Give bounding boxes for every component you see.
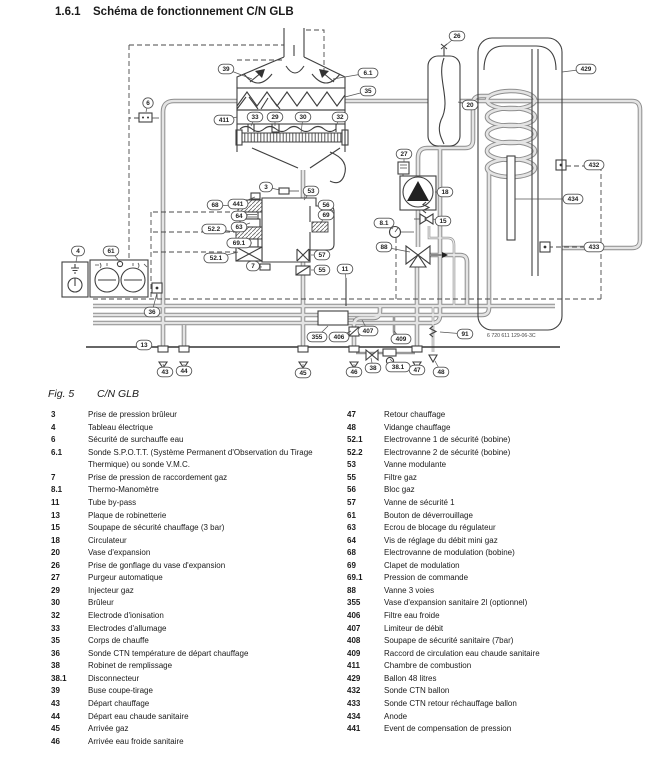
callout-15 (433, 216, 451, 226)
svg-text:433: 433 (588, 244, 600, 252)
legend-item-number: 18 (51, 535, 60, 545)
callout-433 (584, 242, 604, 252)
legend-item-desc: Vase d'expansion sanitaire 2l (optionnel) (384, 598, 528, 608)
schematic-diagram (46, 28, 663, 388)
legend-item (51, 585, 343, 598)
section-number: 1.6.1 (55, 6, 81, 18)
burner-test-point (279, 188, 289, 194)
callout-11 (337, 264, 353, 280)
legend-item (347, 535, 647, 548)
callout-30 (295, 112, 311, 133)
drain-arrow (429, 355, 437, 362)
legend-item-number: 48 (347, 422, 356, 432)
legend-item (51, 648, 343, 661)
legend-item-desc: Sonde CTN température de départ chauffage (88, 648, 249, 658)
connection-stubs (158, 346, 422, 368)
figure-number: Fig. 5 (48, 388, 75, 400)
svg-text:4: 4 (76, 248, 80, 256)
svg-text:33: 33 (251, 114, 259, 122)
svg-text:18: 18 (441, 189, 449, 197)
legend-item (51, 635, 343, 648)
callout-3 (260, 182, 281, 192)
callout-27 (396, 149, 412, 162)
svg-text:52.2: 52.2 (207, 226, 221, 234)
svg-text:441: 441 (232, 201, 244, 209)
svg-text:355: 355 (311, 334, 323, 342)
svg-text:7: 7 (251, 263, 255, 271)
legend-item-desc: Arrivée gaz (88, 724, 129, 734)
legend-item-desc: Prise de pression de raccordement gaz (88, 472, 228, 482)
legend-item-desc: Filtre eau froide (384, 611, 440, 620)
svg-text:61: 61 (107, 248, 115, 256)
svg-text:8.1: 8.1 (379, 220, 389, 228)
legend-item (347, 522, 647, 535)
callout-406 (329, 331, 351, 342)
legend-item-number: 69 (347, 560, 356, 570)
legend-item-desc: Vanne de sécurité 1 (384, 497, 455, 507)
legend-item-desc: Prise de pression brûleur (88, 410, 177, 419)
callout-91 (440, 329, 473, 339)
legend-item-number: 57 (347, 497, 356, 507)
legend-item-number: 429 (347, 673, 361, 683)
legend-item-desc: Arrivée eau froide sanitaire (88, 736, 184, 746)
legend-item (51, 698, 343, 711)
svg-text:46: 46 (350, 369, 358, 377)
legend-item-desc: Anode (384, 711, 408, 721)
legend-item-number: 29 (51, 585, 60, 595)
legend-item-number: 11 (51, 497, 60, 507)
svg-text:43: 43 (161, 369, 169, 377)
svg-text:88: 88 (380, 244, 388, 252)
legend-item-desc: Retour chauffage (384, 410, 446, 419)
legend-item (347, 623, 647, 636)
legend-item-desc: Soupape de sécurité chauffage (3 bar) (88, 523, 225, 533)
legend-item (51, 660, 343, 673)
svg-text:35: 35 (364, 88, 372, 96)
legend-column-right (347, 409, 647, 736)
legend-item-number: 8.1 (51, 485, 63, 495)
legend-item (347, 723, 647, 736)
legend-item-number: 53 (347, 460, 356, 470)
legend-item-number: 4 (51, 422, 56, 432)
legend-item (347, 698, 647, 711)
legend-item-number: 69.1 (347, 573, 363, 583)
legend-item-number: 7 (51, 472, 56, 482)
svg-text:64: 64 (235, 213, 243, 221)
legend-item-number: 441 (347, 724, 361, 734)
legend-item (51, 510, 343, 523)
svg-text:36: 36 (148, 309, 156, 317)
callout-48 (433, 361, 449, 377)
svg-text:32: 32 (336, 114, 344, 122)
backflow-preventer (383, 349, 396, 356)
callout-52.2 (202, 224, 236, 234)
legend-item-desc: Tableau électrique (88, 422, 153, 432)
callout-88 (376, 242, 410, 252)
legend-item (347, 648, 647, 661)
svg-text:56: 56 (322, 202, 330, 210)
legend-item-number: 47 (347, 410, 356, 419)
svg-text:55: 55 (318, 267, 326, 275)
svg-text:68: 68 (211, 202, 219, 210)
legend-item-desc: Raccord de circulation eau chaude sanitaire (384, 648, 540, 658)
legend-item (51, 685, 343, 698)
legend-item (347, 635, 647, 648)
legend-item-desc: Robinet de remplissage (88, 661, 173, 671)
callout-26 (446, 31, 465, 45)
figure-caption (48, 388, 139, 400)
legend-item-desc: Limiteur de débit (384, 623, 444, 633)
legend-item-desc: Circulateur (88, 535, 127, 545)
legend-item (347, 673, 647, 686)
svg-text:38: 38 (369, 365, 377, 373)
svg-text:3: 3 (264, 184, 268, 192)
svg-text:69.1: 69.1 (232, 240, 246, 248)
callout-432 (584, 160, 604, 170)
legend-item-desc: Ecrou de blocage du régulateur (384, 523, 496, 533)
callout-46 (346, 364, 362, 377)
page-title (55, 6, 294, 18)
legend-item (51, 484, 343, 497)
legend-item (347, 459, 647, 472)
control-panel (62, 260, 148, 297)
legend-item-desc: Buse coupe-tirage (88, 686, 153, 696)
callout-55 (311, 265, 330, 275)
legend-item-number: 30 (51, 598, 60, 608)
svg-text:15: 15 (439, 218, 447, 226)
legend-item-number: 411 (347, 661, 360, 671)
legend-item (347, 447, 647, 460)
callout-18 (435, 187, 453, 197)
legend-item (347, 422, 647, 435)
legend-item-number: 38.1 (51, 673, 67, 683)
legend-item (347, 711, 647, 724)
legend-item-desc: Sonde CTN ballon (384, 686, 450, 696)
legend-item (347, 547, 647, 560)
legend-item (347, 610, 647, 623)
legend-item-desc: Vis de réglage du débit mini gaz (384, 535, 498, 545)
legend-item-number: 15 (51, 523, 60, 533)
legend-item-desc: Filtre gaz (384, 472, 417, 482)
svg-text:91: 91 (461, 331, 469, 339)
legend-item-desc: Corps de chauffe (88, 636, 149, 646)
legend-item-number: 26 (51, 560, 60, 570)
legend-item (51, 447, 343, 472)
legend-item-desc: Injecteur gaz (88, 585, 134, 595)
legend-item-number: 39 (51, 686, 60, 696)
dhw-expansion-vessel (318, 311, 348, 325)
legend-item-desc: Plaque de robinetterie (88, 510, 167, 520)
legend-item (51, 472, 343, 485)
legend-item-desc: Départ eau chaude sanitaire (88, 711, 189, 721)
svg-text:406: 406 (333, 334, 345, 342)
legend-item (51, 597, 343, 610)
callout-35 (345, 86, 376, 97)
legend-item-number: 355 (347, 598, 361, 608)
legend-item (51, 610, 343, 623)
legend-item (347, 597, 647, 610)
legend-item-number: 56 (347, 485, 356, 495)
legend-item (51, 560, 343, 573)
legend-item (51, 572, 343, 585)
legend-item-number: 88 (347, 585, 356, 595)
svg-text:6: 6 (146, 100, 150, 108)
legend-item-desc: Electrodes d'allumage (88, 623, 167, 633)
callout-13 (136, 340, 152, 350)
legend-item-desc: Chambre de combustion (384, 661, 472, 671)
legend-item-number: 20 (51, 548, 60, 558)
callout-8.1 (374, 218, 394, 229)
legend-item (51, 673, 343, 686)
legend-item-number: 35 (51, 636, 60, 646)
callout-45 (295, 364, 311, 378)
legend-item-desc: Vanne modulante (384, 460, 447, 470)
legend-item (347, 472, 647, 485)
legend-item-desc: Disconnecteur (88, 673, 140, 683)
svg-text:407: 407 (362, 328, 374, 336)
legend-item-desc: Brûleur (88, 598, 114, 608)
legend-item-desc: Bouton de déverrouillage (384, 510, 473, 520)
legend-item-desc: Purgeur automatique (88, 573, 163, 583)
svg-text:52.1: 52.1 (209, 255, 223, 263)
legend-item-number: 406 (347, 611, 361, 620)
legend-item (347, 497, 647, 510)
legend-item-desc: Sonde S.P.O.T.T. (Système Permanent d'Observation du Tirage Thermique) ou sonde V.M.C. (88, 447, 313, 470)
legend-item-desc: Sonde CTN retour réchauffage ballon (384, 698, 517, 708)
legend-item (347, 560, 647, 573)
legend-item-number: 52.2 (347, 447, 363, 457)
legend-item-desc: Thermo-Manomètre (88, 485, 159, 495)
figure-title: C/N GLB (97, 388, 140, 400)
legend-item-number: 432 (347, 686, 361, 696)
legend-item-desc: Pression de commande (384, 573, 469, 583)
svg-text:29: 29 (271, 114, 279, 122)
legend-item (51, 409, 343, 422)
legend-item-number: 3 (51, 410, 56, 419)
svg-text:20: 20 (466, 102, 474, 110)
legend-item-number: 433 (347, 698, 361, 708)
svg-text:6.1: 6.1 (363, 70, 373, 78)
legend-item (51, 434, 343, 447)
callout-355 (307, 326, 328, 342)
legend-item-desc: Départ chauffage (88, 698, 150, 708)
legend-item (347, 585, 647, 598)
connection-rail (86, 346, 560, 368)
svg-text:30: 30 (299, 114, 307, 122)
callout-57 (311, 250, 330, 260)
callout-429 (562, 64, 596, 74)
svg-text:39: 39 (222, 66, 230, 74)
legend-item-number: 64 (347, 535, 356, 545)
callout-69.1 (227, 238, 252, 248)
legend-item-number: 55 (347, 472, 356, 482)
burner (240, 133, 344, 142)
svg-text:48: 48 (437, 369, 445, 377)
svg-text:13: 13 (140, 342, 148, 350)
legend-item-desc: Electrode d'ionisation (88, 611, 164, 620)
legend-item-desc: Bloc gaz (384, 485, 415, 495)
legend-item (51, 736, 343, 749)
legend-item (51, 711, 343, 724)
legend-item-number: 46 (51, 736, 60, 746)
legend-item (347, 484, 647, 497)
legend-item (347, 510, 647, 523)
legend-item-desc: Prise de gonflage du vase d'expansion (88, 560, 226, 570)
callout-39 (218, 64, 252, 79)
svg-text:434: 434 (567, 196, 579, 204)
callout-6.1 (333, 68, 378, 79)
svg-text:53: 53 (307, 188, 315, 196)
legend-item-number: 407 (347, 623, 361, 633)
legend-item-number: 61 (347, 510, 356, 520)
legend-item-desc: Vase d'expansion (88, 548, 151, 558)
legend-item-number: 63 (347, 523, 356, 533)
legend-item-desc: Electrovanne 1 de sécurité (bobine) (384, 435, 511, 445)
svg-text:45: 45 (299, 370, 307, 378)
legend-item (51, 547, 343, 560)
legend-item-number: 33 (51, 623, 60, 633)
legend-item-number: 38 (51, 661, 60, 671)
heat-exchanger (237, 88, 345, 110)
legend-item-number: 6 (51, 435, 56, 445)
doc-code: 6 720 611 129-06-3C (487, 333, 536, 339)
svg-text:409: 409 (395, 336, 407, 344)
legend-item-number: 45 (51, 724, 60, 734)
legend-item-number: 43 (51, 698, 60, 708)
legend-item (347, 660, 647, 673)
legend-item-desc: Electrovanne de modulation (bobine) (384, 548, 515, 558)
svg-text:63: 63 (235, 224, 243, 232)
legend-item-desc: Vanne 3 voies (384, 585, 435, 595)
legend-item-desc: Event de compensation de pression (384, 724, 512, 734)
callout-44 (176, 364, 192, 376)
legend-item-desc: Electrovanne 2 de sécurité (bobine) (384, 447, 511, 457)
legend-item-number: 13 (51, 510, 60, 520)
anode (507, 156, 515, 240)
svg-text:429: 429 (580, 66, 592, 74)
callout-47 (409, 364, 425, 375)
legend-item (51, 623, 343, 636)
callout-6 (143, 98, 153, 112)
svg-text:38.1: 38.1 (391, 364, 405, 372)
legend-item-desc: Clapet de modulation (384, 560, 460, 570)
legend-item-desc: Tube by-pass (88, 497, 137, 507)
legend-item (347, 409, 647, 422)
svg-text:432: 432 (588, 162, 600, 170)
legend-item (51, 522, 343, 535)
legend-item (51, 535, 343, 548)
legend-item-number: 44 (51, 711, 60, 721)
storage-tank (478, 38, 562, 330)
legend-item (347, 434, 647, 447)
legend-item-number: 408 (347, 636, 361, 646)
legend-item-desc: Ballon 48 litres (384, 673, 437, 683)
legend-item (51, 723, 343, 736)
legend-item (347, 685, 647, 698)
section-title: Schéma de fonctionnement C/N GLB (93, 6, 294, 18)
legend-item-number: 36 (51, 648, 60, 658)
svg-text:27: 27 (400, 151, 408, 159)
legend-item-number: 6.1 (51, 447, 63, 457)
callout-64 (231, 211, 248, 221)
legend-item-desc: Soupape de sécurité sanitaire (7bar) (384, 636, 514, 646)
svg-text:69: 69 (322, 212, 330, 220)
svg-text:47: 47 (413, 367, 421, 375)
legend-item-number: 32 (51, 611, 60, 620)
legend-item (347, 572, 647, 585)
legend-item (51, 497, 343, 510)
svg-text:11: 11 (341, 266, 349, 274)
svg-text:44: 44 (180, 368, 188, 376)
expansion-vessel (428, 56, 460, 146)
legend-item-number: 409 (347, 648, 361, 658)
callout-56 (318, 200, 334, 211)
svg-text:26: 26 (453, 33, 461, 41)
legend-item (51, 422, 343, 435)
callout-4 (72, 246, 85, 262)
boiler-body (236, 28, 348, 183)
legend-item-number: 52.1 (347, 435, 363, 445)
legend-item-number: 68 (347, 548, 356, 558)
svg-text:411: 411 (218, 117, 230, 125)
callout-411 (214, 115, 237, 125)
legend-column-left (51, 409, 343, 748)
legend-item-desc: Vidange chauffage (384, 422, 451, 432)
overheat-safety-sensor (139, 113, 152, 122)
legend-item-number: 434 (347, 711, 361, 721)
legend-item-desc: Sécurité de surchauffe eau (88, 435, 184, 445)
legend-item-number: 27 (51, 573, 60, 583)
callout-52.1 (204, 252, 238, 263)
svg-text:57: 57 (318, 252, 326, 260)
